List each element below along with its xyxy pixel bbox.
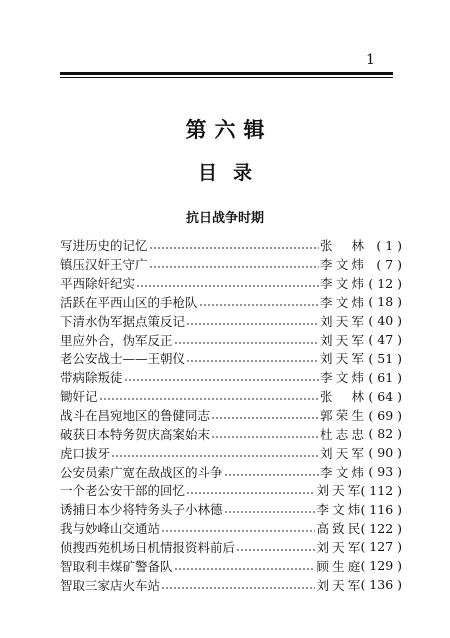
toc-leader-dots [211,417,319,419]
toc-entry-title: 智取利丰煤矿警备队 [60,558,173,574]
toc-entry [60,500,402,519]
toc-entry-author: 张林 [320,238,364,254]
toc-entry [60,236,402,255]
toc-entry [60,538,402,557]
toc-entry [60,556,402,575]
toc-leader-dots [186,360,319,362]
toc-entry-page: ( 64 ) [368,388,402,404]
toc-entry-author: 李文炜 [320,294,364,310]
toc-entry-author: 李文炜 [316,502,361,518]
toc-leader-dots [186,492,315,494]
toc-entry-page: ( 69 ) [368,407,402,423]
toc-entry-page: ( 18 ) [368,294,402,310]
toc-list [60,236,402,594]
toc-leader-dots [161,530,315,532]
toc-entry [60,274,402,293]
toc-entry-title: 活跃在平西山区的手枪队 [60,294,198,310]
toc-entry [60,462,402,481]
toc-leader-dots [99,398,319,400]
toc-entry-page: ( 136 ) [360,577,402,593]
toc-entry-page: ( 51 ) [368,350,402,366]
toc-entry-title: 里应外合，伪军反正 [60,332,173,348]
toc-entry [60,406,402,425]
toc-leader-dots [236,549,315,551]
toc-entry-author: 刘天军 [320,313,364,329]
toc-entry-title: 破获日本特务贺庆高案始末 [60,426,211,442]
toc-entry [60,330,402,349]
toc-entry-title: 虎口拔牙 [60,445,111,461]
toc-entry-author: 顾生庭 [316,558,361,574]
toc-leader-dots [174,568,316,570]
toc-entry-title: 智取三家店火车站 [60,577,161,593]
toc-entry-title: 下清水伪军据点策反记 [60,313,186,329]
toc-entry [60,481,402,500]
toc-leader-dots [149,247,319,249]
toc-title: 目录 [197,162,268,184]
toc-entry-page: ( 7 ) [376,256,402,272]
toc-entry-author: 杜志忠 [320,426,364,442]
toc-entry-title: 镇压汉奸王守广 [60,257,148,273]
toc-entry-author: 张林 [320,389,364,405]
toc-entry [60,311,402,330]
toc-entry-page: ( 112 ) [360,482,402,498]
toc-entry-title: 战斗在昌宛地区的鲁健同志 [60,408,211,424]
toc-entry-title: 平西除奸纪实 [60,276,136,292]
toc-entry-author: 郭荣生 [320,408,364,424]
toc-entry-page: ( 122 ) [360,520,402,536]
toc-entry-page: ( 129 ) [360,558,402,574]
toc-leader-dots [199,304,319,306]
toc-entry-title: 写进历史的记忆 [60,238,148,254]
toc-leader-dots [149,266,319,268]
toc-entry-title: 锄奸记 [60,389,98,405]
toc-entry [60,387,402,406]
toc-entry-title: 一个老公安干部的回忆 [60,483,186,499]
toc-entry-page: ( 82 ) [368,426,402,442]
toc-entry-author: 高致民 [316,521,361,537]
toc-leader-dots [161,587,315,589]
toc-entry-title: 老公安战士——王朝仪 [60,351,186,367]
header-rule-thick [60,72,393,75]
toc-leader-dots [224,474,319,476]
toc-entry-author: 李文炜 [320,257,364,273]
toc-leader-dots [186,323,319,325]
toc-entry-author: 刘天军 [320,332,364,348]
toc-leader-dots [136,285,319,287]
toc-entry [60,255,402,274]
toc-entry [60,368,402,387]
toc-leader-dots [174,342,319,344]
toc-entry-author: 李文炜 [320,370,364,386]
toc-entry-page: ( 12 ) [368,275,402,291]
toc-leader-dots [224,511,316,513]
toc-entry-title: 侦搜西苑机场日机情报资料前后 [60,539,236,555]
toc-entry-title: 公安员索广宽在敌战区的斗争 [60,464,223,480]
toc-entry-title: 我与妙峰山交通站 [60,521,161,537]
toc-entry-author: 刘天军 [316,539,361,555]
toc-entry-page: ( 116 ) [360,501,402,517]
toc-entry-page: ( 40 ) [368,313,402,329]
section-title: 抗日战争时期 [185,211,264,226]
toc-entry-page: ( 61 ) [368,369,402,385]
header-rule-thin [60,77,393,78]
toc-entry [60,443,402,462]
toc-entry-page: ( 47 ) [368,332,402,348]
toc-entry [60,519,402,538]
toc-entry-author: 刘天军 [316,577,361,593]
toc-entry-author: 李文炜 [320,464,364,480]
toc-entry-page: ( 90 ) [368,445,402,461]
toc-leader-dots [211,436,319,438]
toc-leader-dots [111,455,319,457]
toc-entry [60,575,402,594]
toc-entry-title: 诱捕日本少将特务头子小林德 [60,502,223,518]
toc-entry-author: 刘天军 [320,445,364,461]
toc-entry [60,349,402,368]
toc-entry-author: 李文炜 [320,276,364,292]
volume-title: 第六辑 [185,118,273,142]
toc-leader-dots [124,379,319,381]
toc-entry-author: 刘天军 [320,351,364,367]
toc-entry-page: ( 127 ) [360,539,402,555]
toc-entry-author: 刘天军 [316,483,361,499]
toc-entry [60,293,402,312]
toc-entry-page: ( 1 ) [376,237,402,253]
toc-entry-title: 带病除叛徒 [60,370,123,386]
toc-entry-page: ( 93 ) [368,464,402,480]
toc-entry [60,424,402,443]
page-number: 1 [366,52,375,68]
